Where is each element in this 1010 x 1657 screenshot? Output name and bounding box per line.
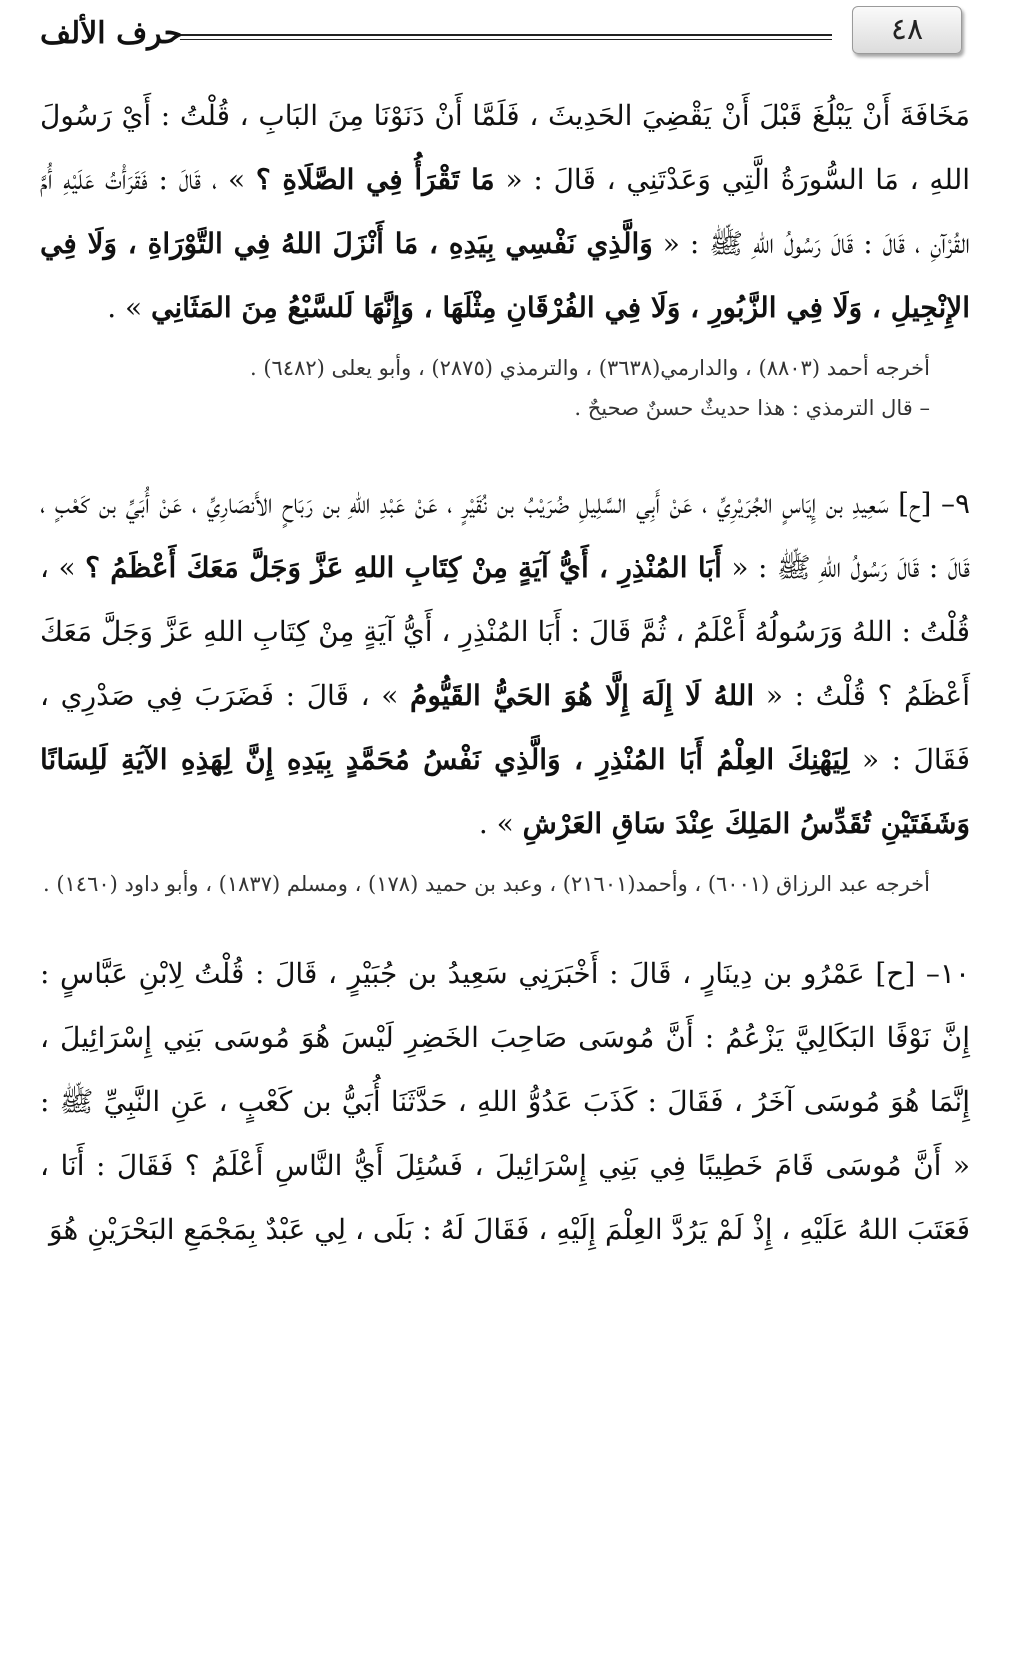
- text-run: ٩– [ح] سَعِيدِ بن إِيَاسٍ الجُرَيْرِيِّ ، عَنْ أَبِي السَّلِيلِ ضُرَيْبُ بن نُقَيْرٍ ، عَنْ عَبْدِ اللهِ بن رَبَاحٍ الأَنصَارِيِّ ، عَنْ أُبَيِّ بن كَعْبٍ ، قَالَ : قَالَ رَسُولُ اللهِ ﷺ : «: [40, 487, 971, 584]
- prophetic-text: وَالَّذِي نَفْسِي بِيَدِهِ ، مَا أَنْزَلَ اللهُ فِي التَّوْرَاةِ ، وَلَا فِي الإِنْجِيلِ ، وَلَا فِي الزَّبُورِ ، وَلَا فِي الفُرْقَانِ مِثْلَهَا ، وَإِنَّهَا لَلسَّبْعُ مِنَ المَثَانِي: [40, 227, 970, 324]
- chapter-title: حرف الألف: [40, 16, 183, 51]
- text-run: » .: [107, 291, 143, 324]
- spacer: [40, 428, 970, 472]
- text-run: » ، قَالَ : فَضَرَبَ فِي صَدْرِي ، فَقَالَ : «: [40, 679, 970, 776]
- text-run: » ، قُلْتُ : اللهُ وَرَسُولُهُ أَعْلَمُ ، ثُمَّ قَالَ : أَبَا المُنْذِرِ ، أَيُّ آيَةٍ مِنْ كِتَابِ اللهِ عَزَّ وَجَلَّ مَعَكَ أَعْظَمُ ؟ قُلْتُ : «: [40, 551, 971, 712]
- page-content: [40, 84, 970, 1262]
- page-number-badge: ٤٨: [852, 6, 962, 54]
- hadith-paragraph-9: [40, 472, 970, 856]
- takhrij-footnote: أخرجه أحمد (٨٨٠٣) ، والدارمي(٣٦٣٨) ، والترمذي (٢٨٧٥) ، وأبو يعلى (٦٤٨٢) .: [249, 356, 930, 380]
- text-run: » .: [478, 807, 514, 840]
- grading-footnote: – قال الترمذي : هذا حديثٌ حسنٌ صحيحٌ .: [574, 396, 930, 420]
- hadith-paragraph-10: ١٠– [ح] عَمْرُو بن دِينَارٍ ، قَالَ : أَخْبَرَنِي سَعِيدُ بن جُبَيْرٍ ، قَالَ : قُلْتُ لِابْنِ عَبَّاسٍ : إِنَّ نَوْفًا البَكَالِيَّ يَزْعُمُ : أَنَّ مُوسَى صَاحِبَ الخَضِرِ لَيْسَ هُوَ مُوسَى بَنِي إِسْرَائِيلَ ، إِنَّمَا هُوَ مُوسَى آخَرُ ، فَقَالَ : كَذَبَ عَدُوُّ اللهِ ، حَدَّثَنَا أُبَيُّ بن كَعْبٍ ، عَنِ النَّبِيِّ ﷺ : « أَنَّ مُوسَى قَامَ خَطِيبًا فِي بَنِي إِسْرَائِيلَ ، فَسُئِلَ أَيُّ النَّاسِ أَعْلَمُ ؟ فَقَالَ : أَنَا ، فَعَتَبَ اللهُ عَلَيْهِ ، إِذْ لَمْ يَرُدَّ العِلْمَ إِلَيْهِ ، فَقَالَ لَهُ : بَلَى ، لِي عَبْدٌ بِمَجْمَعِ البَحْرَيْنِ هُوَ: [40, 957, 970, 1246]
- page-header: [0, 0, 1010, 70]
- quran-verse-text: اللهُ لَا إِلَهَ إِلَّا هُوَ الحَيُّ القَيُّومُ: [410, 679, 755, 712]
- prophetic-text: لِيَهْنِكَ العِلْمُ أَبَا المُنْذِرِ ، وَالَّذِي نَفْسُ مُحَمَّدٍ بِيَدِهِ إِنَّ لِهَذِهِ الآيَةِ لَلِسَانًا وَشَفَتَيْنِ تُقَدِّسُ المَلِكَ عِنْدَ سَاقِ العَرْشِ: [40, 743, 970, 840]
- spacer: [40, 904, 970, 942]
- prophetic-text: مَا تَقْرَأُ فِي الصَّلَاةِ ؟: [255, 163, 495, 196]
- text-run: مَخَافَةَ أَنْ يَبْلُغَ قَبْلَ أَنْ يَقْضِيَ الحَدِيثَ ، فَلَمَّا أَنْ دَنَوْنَا مِنَ البَابِ ، قُلْتُ : أَيْ رَسُولَ اللهِ ، مَا السُّورَةُ الَّتِي وَعَدْتَنِي ، قَالَ : «: [40, 99, 971, 196]
- prophetic-text: أَبَا المُنْذِرِ ، أَيُّ آيَةٍ مِنْ كِتَابِ اللهِ عَزَّ وَجَلَّ مَعَكَ أَعْظَمُ ؟: [85, 551, 722, 584]
- text-run: » ، قَالَ : فَقَرَأْتُ عَلَيْهِ أُمَّ القُرْآنِ ، قَالَ : قَالَ رَسُولُ اللهِ ﷺ : «: [40, 163, 970, 260]
- hadith-paragraph-8-continued: [40, 84, 970, 340]
- header-rule: [180, 34, 832, 40]
- takhrij-footnote: أخرجه عبد الرزاق (٦٠٠١) ، وأحمد(٢١٦٠١) ، وعبد بن حميد (١٧٨) ، ومسلم (١٨٣٧) ، وأبو داود (١٤٦٠) .: [42, 872, 930, 896]
